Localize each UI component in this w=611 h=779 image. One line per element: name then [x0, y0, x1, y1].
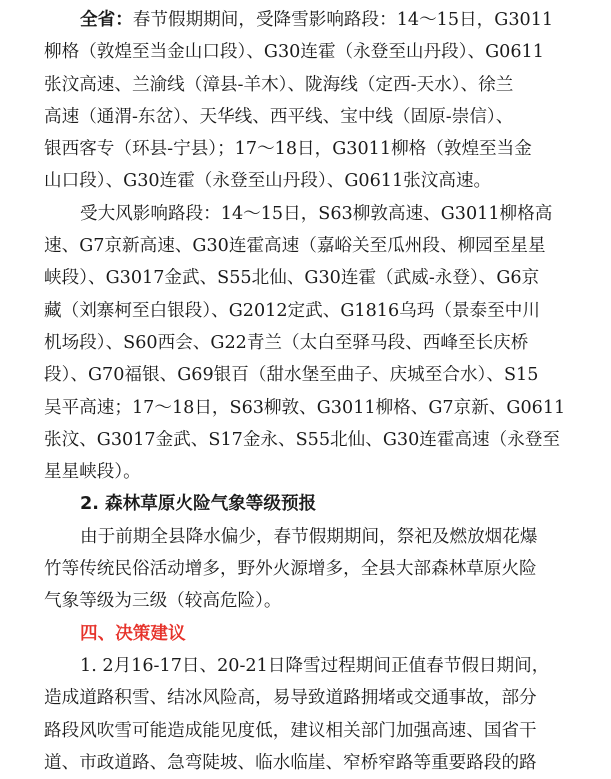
wind-line: 段）、G70福银、G69银百（甜水堡至曲子、庆城至合水）、S15: [44, 365, 539, 386]
province-line: 山口段）、G30连霍（永登至山丹段）、G0611张汶高速。: [44, 171, 492, 192]
wind-line: 机场段）、S60西会、G22青兰（太白至驿马段、西峰至长庆桥: [44, 332, 529, 353]
province-line-text: 春节假期期间，受降雪影响路段：14～15日，G3011: [132, 10, 554, 30]
wind-line: 峡段）、G3017金武、S55北仙、G30连霍（武威-永登）、G6京: [44, 268, 540, 289]
advice-line: 道、市政道路、急弯陡坡、临水临崖、窄桥窄路等重要路段的路: [44, 752, 537, 773]
wind-line: 星星峡段）。: [44, 462, 141, 483]
fire-risk-line: 由于前期全县降水偏少，春节假期期间，祭祀及燃放烟花爆: [80, 526, 538, 547]
advice-line: 造成道路积雪、结冰风险高，易导致道路拥堵或交通事故，部分: [44, 688, 537, 709]
wind-line: 藏（刘寨柯至白银段）、G2012定武、G1816乌玛（景泰至中川: [44, 300, 540, 321]
province-line: 银西客专（环县-宁县）；17～18日，G3011柳格（敦煌至当金: [44, 139, 532, 160]
fire-risk-line: 气象等级为三级（较高危险）。: [44, 591, 282, 612]
wind-line: 速、G7京新高速、G30连霍高速（嘉峪关至瓜州段、柳园至星星: [44, 236, 546, 257]
province-line: 柳格（敦煌至当金山口段）、G30连霍（永登至山丹段）、G0611: [44, 42, 544, 63]
wind-line: 受大风影响路段：14～15日，S63柳敦高速、G3011柳格高: [80, 203, 553, 224]
advice-line: 1. 2月16-17日、20-21日降雪过程期间正值春节假日期间，: [80, 655, 550, 676]
document-page: [44, 4, 586, 779]
province-line: 高速（通渭-东岔）、天华线、西平线、宝中线（固原-崇信）、: [44, 106, 514, 127]
wind-line: 吴平高速；17～18日，S63柳敦、G3011柳格、G7京新、G0611: [44, 397, 566, 418]
section-heading-fire-risk: 2. 森林草原火险气象等级预报: [80, 494, 317, 515]
wind-line: 张汶、G3017金武、S17金永、S55北仙、G30连霍高速（永登至: [44, 429, 561, 450]
province-line: 张汶高速、兰渝线（漳县-羊木）、陇海线（定西-天水）、徐兰: [44, 74, 514, 95]
province-first-line: [44, 4, 586, 36]
province-label: 全省：: [80, 10, 133, 30]
fire-risk-line: 竹等传统民俗活动增多，野外火源增多，全县大部森林草原火险: [44, 559, 537, 580]
advice-line: 路段风吹雪可能造成能见度低，建议相关部门加强高速、国省干: [44, 720, 537, 741]
section-heading-decision-advice: 四、决策建议: [80, 623, 186, 644]
